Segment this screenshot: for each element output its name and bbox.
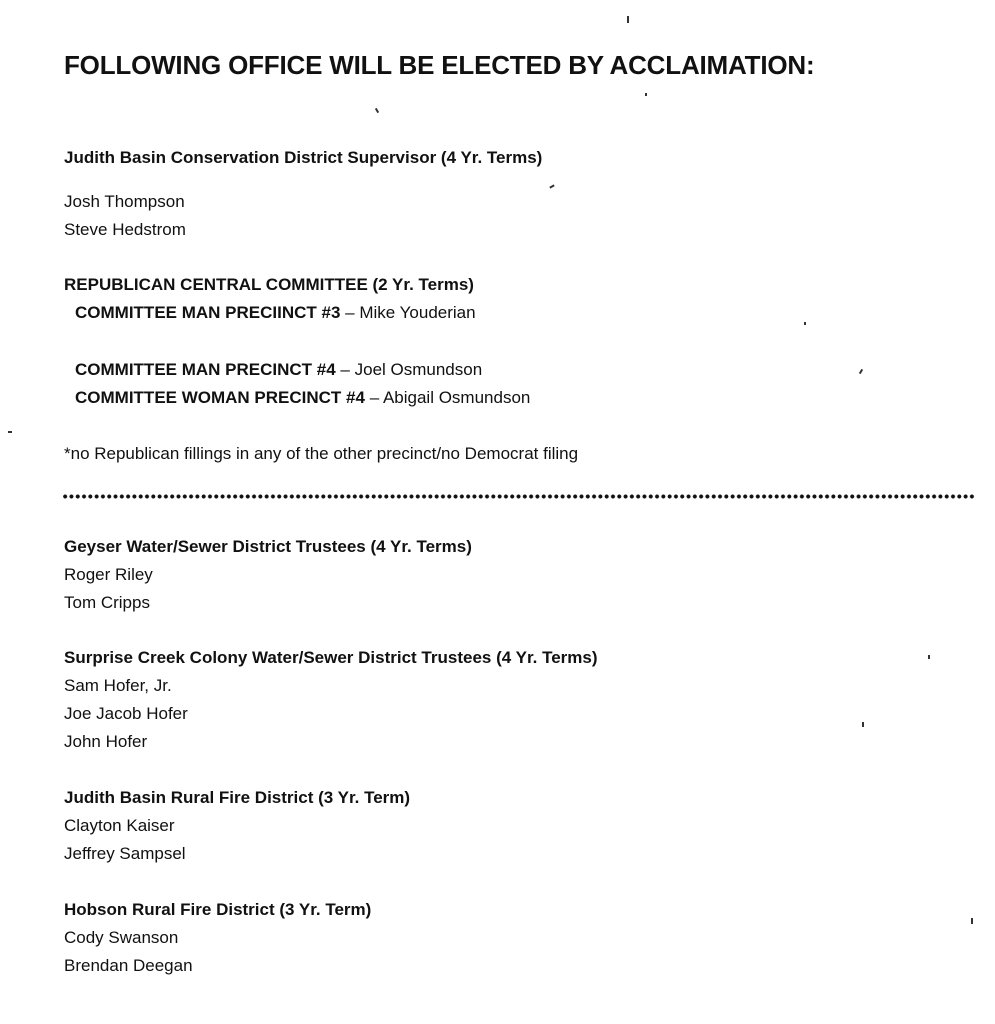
scan-speck [8, 431, 12, 433]
candidate-name: Roger Riley [64, 565, 153, 584]
scan-speck [859, 369, 863, 374]
conservation-section [64, 144, 542, 172]
scan-speck [375, 108, 379, 113]
scan-speck [549, 184, 554, 188]
committee-member: Mike Youderian [359, 303, 476, 322]
geyser-section [64, 533, 472, 617]
filing-note: *no Republican fillings in any of the other precinct/no Democrat filing [64, 444, 579, 463]
conservation-heading: Judith Basin Conservation District Supervisor (4 Yr. Terms) [64, 148, 543, 167]
judith-fire-heading: Judith Basin Rural Fire District (3 Yr. Term) [64, 788, 411, 807]
judith-fire-section [64, 784, 410, 868]
candidate-name: Sam Hofer, Jr. [64, 676, 172, 695]
surprise-creek-heading: Surprise Creek Colony Water/Sewer District Trustees (4 Yr. Terms) [64, 648, 598, 667]
committee-row: COMMITTEE MAN PRECINCT #4 – Joel Osmundson [75, 360, 483, 379]
hobson-fire-heading: Hobson Rural Fire District (3 Yr. Term) [64, 900, 372, 919]
committee-position: COMMITTEE MAN PRECIINCT #3 [75, 303, 341, 322]
conservation-names [64, 188, 186, 244]
committee-row: COMMITTEE WOMAN PRECINCT #4 – Abigail Osmundson [75, 388, 531, 407]
dotted-divider [62, 494, 975, 499]
candidate-name: Tom Cripps [64, 593, 150, 612]
candidate-name: Steve Hedstrom [64, 220, 186, 239]
candidate-name: Brendan Deegan [64, 956, 193, 975]
scan-speck [971, 918, 973, 924]
scan-speck [645, 93, 647, 96]
candidate-name: Clayton Kaiser [64, 816, 175, 835]
republican-heading: REPUBLICAN CENTRAL COMMITTEE (2 Yr. Terms) [64, 275, 474, 294]
candidate-name: Joe Jacob Hofer [64, 704, 188, 723]
page-title: FOLLOWING OFFICE WILL BE ELECTED BY ACCLAIMATION: [64, 50, 815, 80]
scan-speck [862, 722, 864, 727]
scan-speck [627, 16, 629, 23]
committee-member: Joel Osmundson [354, 360, 483, 379]
republican-section [64, 271, 476, 327]
candidate-name: Jeffrey Sampsel [64, 844, 186, 863]
geyser-heading: Geyser Water/Sewer District Trustees (4 Yr. Terms) [64, 537, 472, 556]
candidate-name: Cody Swanson [64, 928, 179, 947]
republican-precinct-4 [64, 356, 530, 412]
republican-note [64, 440, 578, 468]
committee-position: COMMITTEE MAN PRECINCT #4 [75, 360, 336, 379]
hobson-fire-section [64, 896, 371, 980]
surprise-creek-section [64, 644, 598, 756]
scan-speck [928, 655, 930, 659]
scan-speck [804, 322, 806, 325]
committee-member: Abigail Osmundson [382, 388, 531, 407]
committee-position: COMMITTEE WOMAN PRECINCT #4 [75, 388, 365, 407]
committee-row: COMMITTEE MAN PRECIINCT #3 – Mike Youderian [75, 303, 476, 322]
candidate-name: John Hofer [64, 732, 148, 751]
candidate-name: Josh Thompson [64, 192, 185, 211]
